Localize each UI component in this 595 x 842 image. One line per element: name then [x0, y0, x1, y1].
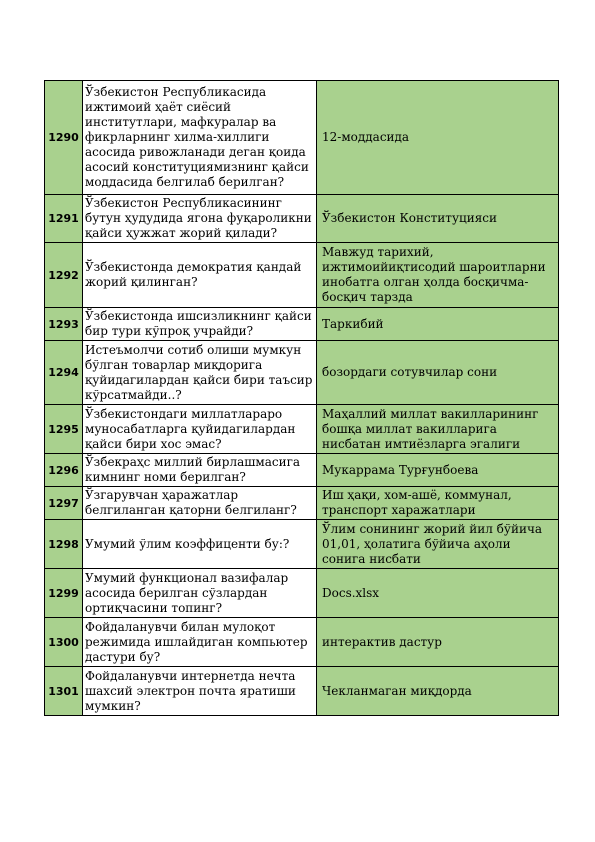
answer-cell: Чекланмаган миқдорда: [317, 667, 559, 716]
row-number: 1300: [45, 618, 83, 667]
question-cell: Ўзбекистонда демократия қандай жорий қилинган?: [83, 243, 317, 308]
row-number: 1301: [45, 667, 83, 716]
table-row: [45, 520, 559, 569]
row-number: 1297: [45, 487, 83, 520]
question-cell: Ўзбекраҳс миллий бирлашмасига кимнинг номи берилган?: [83, 454, 317, 487]
answer-cell: Иш ҳақи, хом-ашё, коммунал, транспорт харажатлари: [317, 487, 559, 520]
row-number: 1296: [45, 454, 83, 487]
question-cell: Ўзбекистон Республикасида ижтимоий ҳаёт сиёсий институтлари, мафкуралар ва фикрларнинг хилма-хиллиги асосида ривожланади деган қоида асосий конституциямизнинг қайси моддасида белгилаб берилган?: [83, 81, 317, 195]
table-row: [45, 618, 559, 667]
row-number: 1295: [45, 405, 83, 454]
answer-cell: Ўзбекистон Конституцияси: [317, 195, 559, 243]
question-cell: Ўзгарувчан ҳаражатлар белгиланган қаторни белгиланг?: [83, 487, 317, 520]
answer-cell: Ўлим сонининг жорий йил бўйича 01,01, ҳолатига бўйича аҳоли сонига нисбати: [317, 520, 559, 569]
answer-cell: Таркибий: [317, 308, 559, 341]
question-cell: Фойдаланувчи интернетда нечта шахсий электрон почта яратиши мумкин?: [83, 667, 317, 716]
table-row: [45, 243, 559, 308]
answer-cell: интерактив дастур: [317, 618, 559, 667]
answer-cell: Маҳаллий миллат вакилларининг бошқа миллат вакилларига нисбатан имтиёзларга эгалиги: [317, 405, 559, 454]
table-row: [45, 81, 559, 195]
question-cell: Фойдаланувчи билан мулоқот режимида ишлайдиган компьютер дастури бу?: [83, 618, 317, 667]
question-cell: Умумий функционал вазифалар асосида берилган сўзлардан ортиқчасини топинг?: [83, 569, 317, 618]
answer-cell: Мукаррама Турғунбоева: [317, 454, 559, 487]
answer-cell: Docs.xlsx: [317, 569, 559, 618]
table-row: [45, 195, 559, 243]
question-cell: Истеъмолчи сотиб олиши мумкун бўлган товарлар миқдорига қуйидагилардан қайси бири таъсир кўрсатмайди..?: [83, 341, 317, 405]
table-row: [45, 308, 559, 341]
row-number: 1292: [45, 243, 83, 308]
question-cell: Ўзбекистон Республикасининг бутун ҳудудида ягона фуқароликни қайси ҳужжат жорий қилади?: [83, 195, 317, 243]
answer-cell: Мавжуд тарихий, ижтимоийиқтисодий шароитларни инобатга олган ҳолда босқичма-босқич тарзда: [317, 243, 559, 308]
row-number: 1298: [45, 520, 83, 569]
table-row: [45, 454, 559, 487]
row-number: 1294: [45, 341, 83, 405]
question-cell: Умумий ўлим коэффиценти бу:?: [83, 520, 317, 569]
table-row: [45, 569, 559, 618]
question-answer-table: [44, 80, 559, 716]
row-number: 1290: [45, 81, 83, 195]
table-row: [45, 487, 559, 520]
row-number: 1299: [45, 569, 83, 618]
row-number: 1291: [45, 195, 83, 243]
answer-cell: бозордаги сотувчилар сони: [317, 341, 559, 405]
table-row: [45, 341, 559, 405]
answer-cell: 12-моддасида: [317, 81, 559, 195]
table-row: [45, 405, 559, 454]
question-cell: Ўзбекистонда ишсизликнинг қайси бир тури кўпроқ учрайди?: [83, 308, 317, 341]
row-number: 1293: [45, 308, 83, 341]
table-row: [45, 667, 559, 716]
question-cell: Ўзбекистондаги миллатлараро муносабатларга қуйидагилардан қайси бири хос эмас?: [83, 405, 317, 454]
